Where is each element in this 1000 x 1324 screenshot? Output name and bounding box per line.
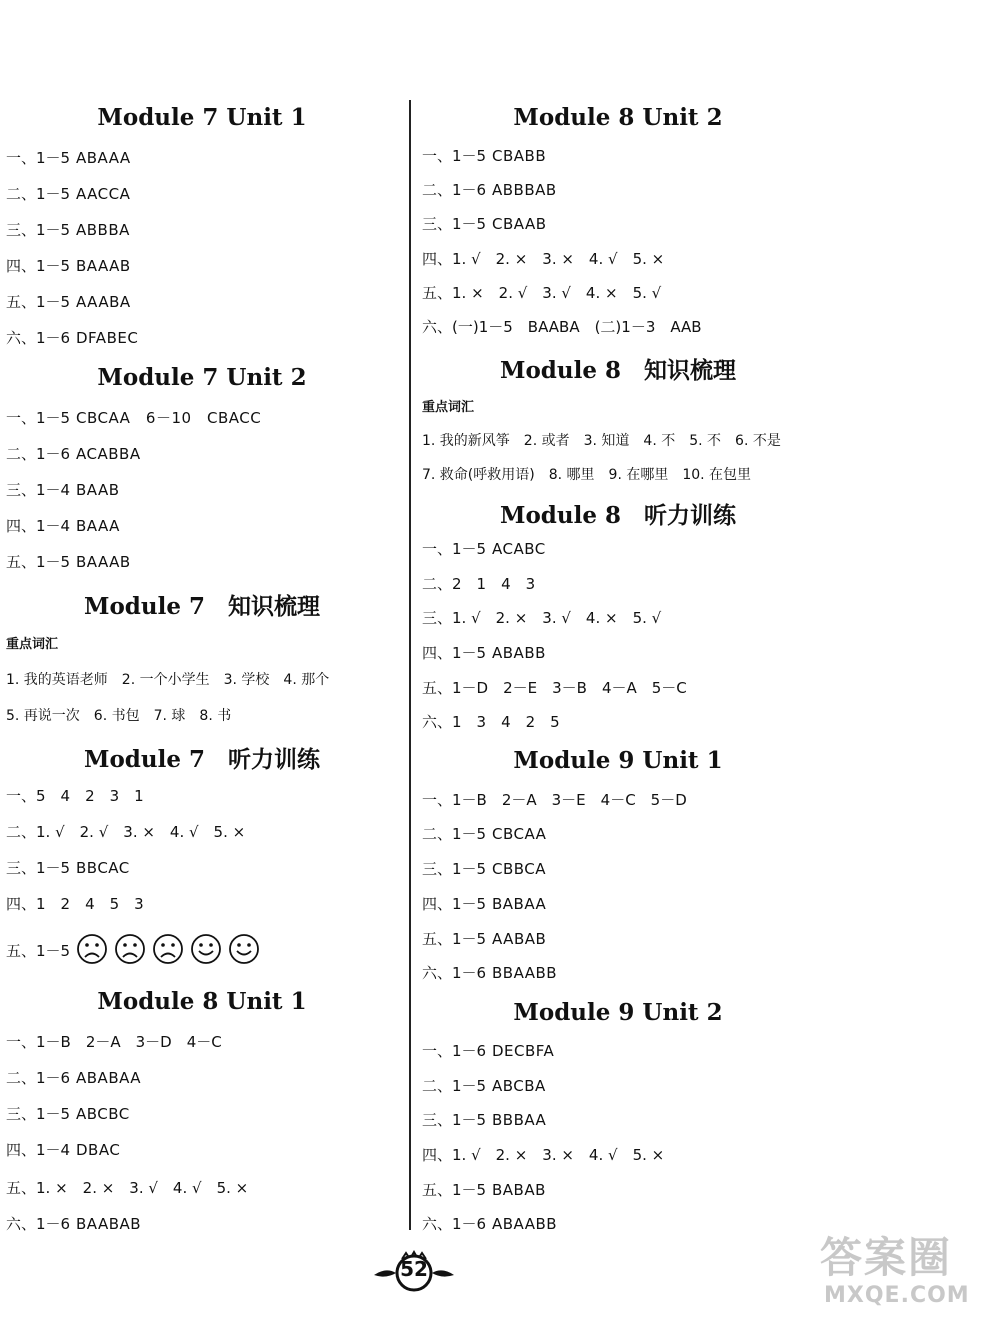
answer-row: 三、1－5 ABBBA <box>6 221 130 239</box>
happy-face-icon <box>190 933 222 965</box>
answer-row: 四、1－4 DBAC <box>6 1141 121 1159</box>
happy-face-icon <box>228 933 260 965</box>
vocab-line: 5. 再说一次 6. 书包 7. 球 8. 书 <box>6 708 232 724</box>
sad-face-icon <box>76 933 108 965</box>
answer-row: 一、1－5 ABAAA <box>6 149 131 167</box>
answer-row: 四、1－5 BABAA <box>422 895 547 913</box>
answer-row: 五、1－5 BAAAB <box>6 553 131 571</box>
section-title: Module 7 Unit 2 <box>97 364 307 391</box>
vocab-line: 7. 救命(呼救用语) 8. 哪里 9. 在哪里 10. 在包里 <box>422 467 752 483</box>
answer-row: 二、1. √ 2. √ 3. × 4. √ 5. × <box>6 823 246 841</box>
sad-face-icon <box>152 933 184 965</box>
section-title: Module 8 听力训练 <box>500 502 736 529</box>
answer-row: 六、1－6 DFABEC <box>6 329 139 347</box>
answer-row: 六、1－6 BAABAB <box>6 1215 142 1233</box>
section-title: Module 7 Unit 1 <box>97 104 307 131</box>
answer-row: 一、1－B 2－A 3－E 4－C 5－D <box>422 791 687 809</box>
vocab-subheading: 重点词汇 <box>422 400 475 415</box>
answer-row: 六、(一)1－5 BAABA (二)1－3 AAB <box>422 318 702 336</box>
answer-row: 六、1－6 ABAABB <box>422 1215 558 1233</box>
answer-row: 六、1－6 BBAABB <box>422 964 558 982</box>
section-title: Module 8 Unit 1 <box>97 988 307 1015</box>
vocab-line: 1. 我的英语老师 2. 一个小学生 3. 学校 4. 那个 <box>6 672 330 688</box>
watermark-url: MXQE.COM <box>824 1283 970 1308</box>
answer-row: 三、1－5 ABCBC <box>6 1105 130 1123</box>
answer-row: 二、1－6 ACABBA <box>6 445 141 463</box>
answer-row: 五、1－5 AAABA <box>6 293 131 311</box>
page-number-badge <box>372 1249 456 1295</box>
answer-row: 六、1 3 4 2 5 <box>422 713 560 731</box>
answer-row: 四、1 2 4 5 3 <box>6 895 144 913</box>
answer-row: 四、1－5 ABABB <box>422 644 546 662</box>
answer-row: 五、1. × 2. × 3. √ 4. √ 5. × <box>6 1179 249 1197</box>
section-title: Module 9 Unit 1 <box>513 747 723 774</box>
vocab-subheading: 重点词汇 <box>6 637 59 652</box>
face-answers <box>76 933 260 965</box>
answer-row: 一、5 4 2 3 1 <box>6 787 144 805</box>
watermark <box>820 1225 995 1320</box>
watermark-logo-text: 答案圈 <box>820 1233 953 1282</box>
section-title: Module 7 知识梳理 <box>84 593 320 620</box>
answer-row: 五、1－5 BABAB <box>422 1181 546 1199</box>
section-title: Module 8 知识梳理 <box>500 357 736 384</box>
section-title: Module 9 Unit 2 <box>513 999 723 1026</box>
vocab-line: 1. 我的新风筝 2. 或者 3. 知道 4. 不 5. 不 6. 不是 <box>422 433 781 449</box>
answer-row: 五、1. × 2. √ 3. √ 4. × 5. √ <box>422 284 662 302</box>
answer-row: 二、1－6 ABABAA <box>6 1069 142 1087</box>
answer-row: 一、1－5 ACABC <box>422 540 546 558</box>
answer-row: 三、1－4 BAAB <box>6 481 120 499</box>
answer-row: 四、1－4 BAAA <box>6 517 120 535</box>
page-number: 52 <box>400 1257 428 1281</box>
column-divider <box>409 100 411 1230</box>
section-title: Module 7 听力训练 <box>84 746 320 773</box>
answer-row: 三、1. √ 2. × 3. √ 4. × 5. √ <box>422 609 662 627</box>
answer-row: 三、1－5 CBBCA <box>422 860 547 878</box>
answer-row: 五、1－D 2－E 3－B 4－A 5－C <box>422 679 687 697</box>
answer-row: 二、1－5 CBCAA <box>422 825 547 843</box>
answer-row: 四、1. √ 2. × 3. × 4. √ 5. × <box>422 250 665 268</box>
answer-row: 一、1－5 CBABB <box>422 147 547 165</box>
answer-row: 二、2 1 4 3 <box>422 575 536 593</box>
answer-row: 三、1－5 CBAAB <box>422 215 547 233</box>
answer-row: 五、1－5 AABAB <box>422 930 547 948</box>
answer-row: 四、1－5 BAAAB <box>6 257 131 275</box>
answer-row: 四、1. √ 2. × 3. × 4. √ 5. × <box>422 1146 665 1164</box>
answer-row: 一、1－5 CBCAA 6－10 CBACC <box>6 409 262 427</box>
answer-row: 二、1－5 AACCA <box>6 185 131 203</box>
answer-row: 二、1－5 ABCBA <box>422 1077 546 1095</box>
answer-row: 一、1－B 2－A 3－D 4－C <box>6 1033 222 1051</box>
answer-row: 二、1－6 ABBBAB <box>422 181 557 199</box>
sad-face-icon <box>114 933 146 965</box>
answer-row-faces: 五、1－5 <box>6 941 70 961</box>
answer-row: 一、1－6 DECBFA <box>422 1042 555 1060</box>
answer-row: 三、1－5 BBCAC <box>6 859 130 877</box>
section-title: Module 8 Unit 2 <box>513 104 723 131</box>
answer-row: 三、1－5 BBBAA <box>422 1111 547 1129</box>
